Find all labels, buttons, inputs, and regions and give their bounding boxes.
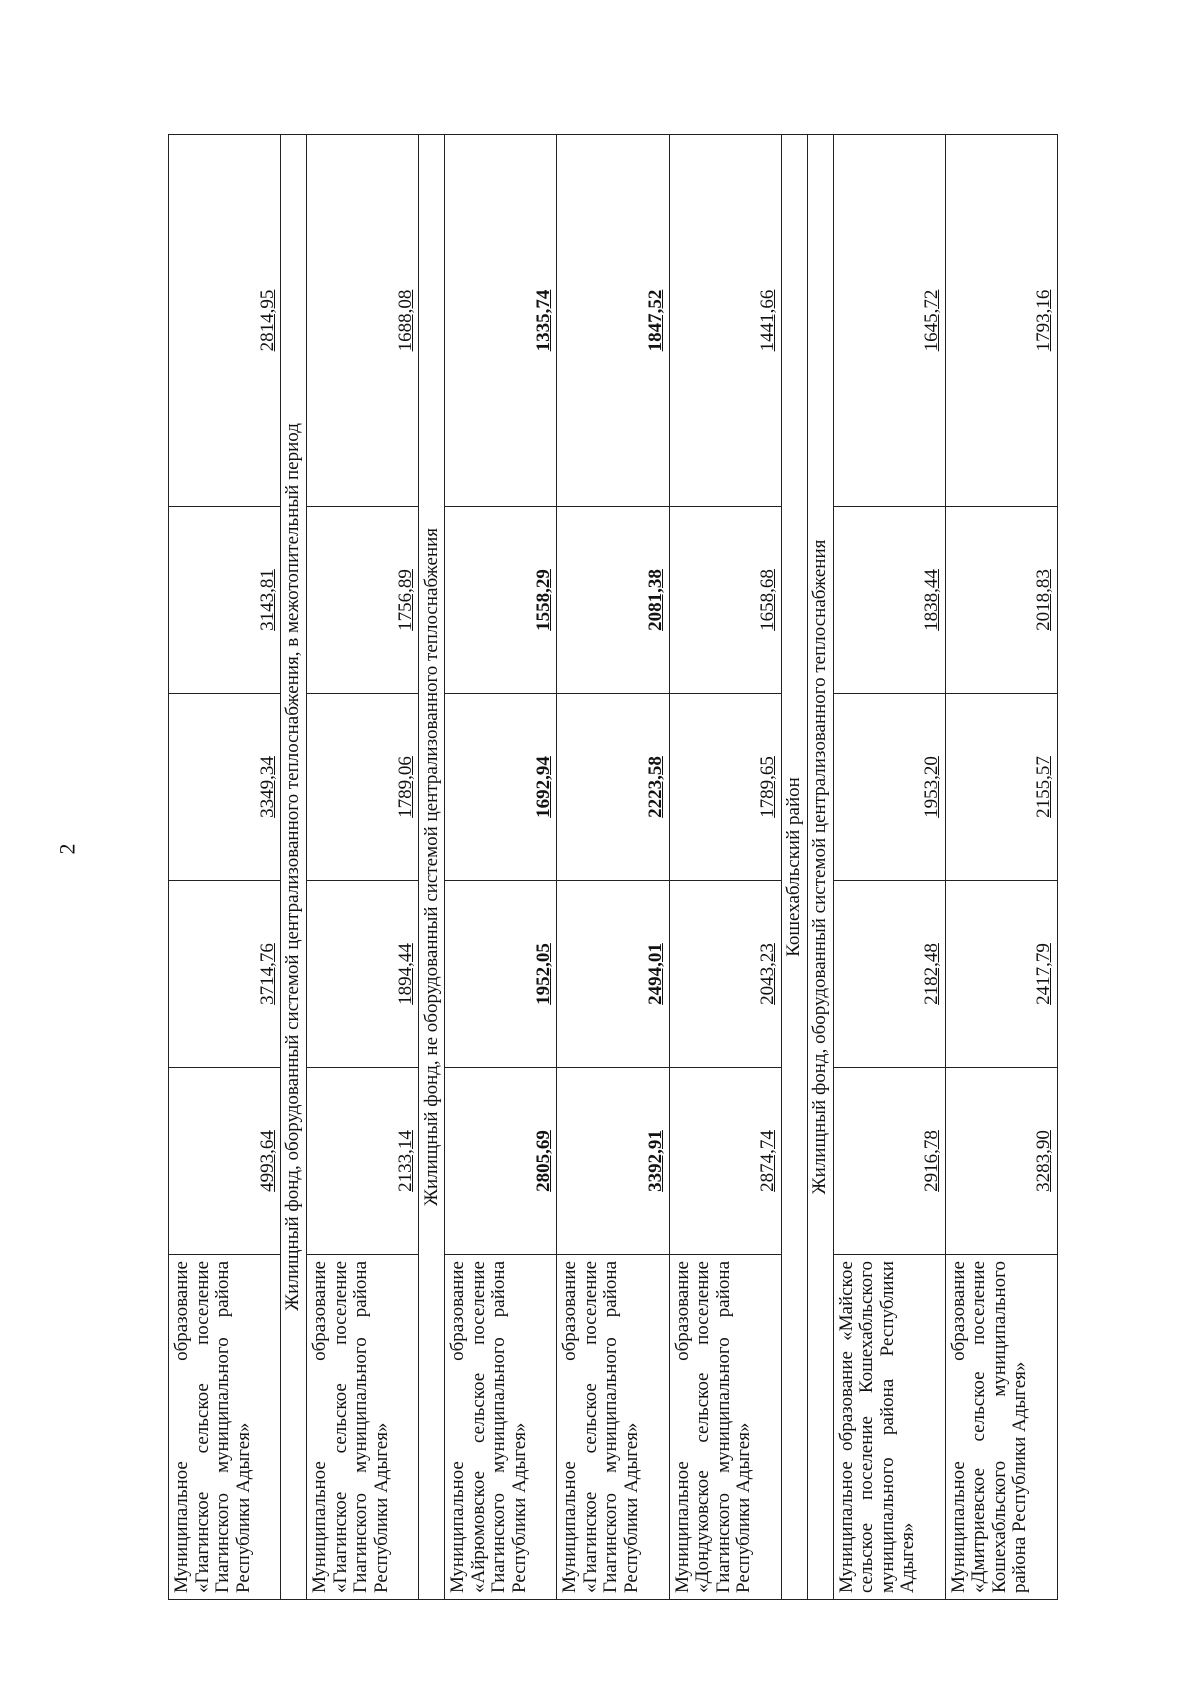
section-heading: Кошехабльский район bbox=[781, 135, 807, 1600]
page-number: 2 bbox=[54, 843, 80, 855]
value-text: 1688,08 bbox=[394, 289, 416, 352]
value-text: 1789,06 bbox=[394, 756, 416, 818]
value-text: 2182,48 bbox=[921, 943, 943, 1005]
value-text: 2916,78 bbox=[921, 1130, 943, 1192]
value-cell bbox=[169, 507, 281, 694]
value-text: 3283,90 bbox=[1033, 1130, 1055, 1192]
value-text: 2081,38 bbox=[645, 569, 667, 631]
value-cell bbox=[669, 881, 781, 1068]
value-cell bbox=[669, 1068, 781, 1255]
value-text: 1953,20 bbox=[921, 756, 943, 818]
municipality-name: Муниципальное образование «Майское сельское поселение Кошехабльского муниципального района Республики Адыгея» bbox=[833, 1255, 945, 1600]
value-text: 1441,66 bbox=[757, 289, 779, 352]
municipality-name: Муниципальное образование «Дмитриевское сельское поселение Кошехабльского муниципального района Республики Адыгея» bbox=[945, 1255, 1057, 1600]
value-text: 2133,14 bbox=[394, 1130, 416, 1192]
value-cell bbox=[445, 135, 557, 507]
value-text: 4993,64 bbox=[256, 1130, 278, 1192]
value-text: 2874,74 bbox=[757, 1130, 779, 1192]
value-text: 2223,58 bbox=[645, 756, 667, 818]
rotated-table-frame bbox=[168, 135, 1058, 1600]
value-text: 2155,57 bbox=[1033, 756, 1055, 818]
section-row bbox=[281, 135, 307, 1600]
section-heading: Жилищный фонд, оборудованный системой централизованного теплоснабжения, в межотопительный период bbox=[281, 135, 307, 1600]
value-cell bbox=[833, 507, 945, 694]
section-heading: Жилищный фонд, оборудованный системой централизованного теплоснабжения bbox=[807, 135, 833, 1600]
value-cell bbox=[669, 135, 781, 507]
value-text: 1658,68 bbox=[757, 569, 779, 631]
value-text: 1838,44 bbox=[921, 569, 943, 631]
municipality-name: Муниципальное образование «Гиагинское сельское поселение Гиагинского муниципального района Республики Адыгея» bbox=[307, 1255, 419, 1600]
value-text: 2494,01 bbox=[645, 943, 667, 1005]
value-text: 2043,23 bbox=[757, 943, 779, 1005]
value-cell bbox=[445, 507, 557, 694]
municipality-name: Муниципальное образование «Айрюмовское сельское поселение Гиагинского муниципального района Республики Адыгея» bbox=[445, 1255, 557, 1600]
value-cell bbox=[557, 135, 669, 507]
value-text: 1952,05 bbox=[532, 943, 554, 1005]
value-cell bbox=[169, 135, 281, 507]
value-text: 1789,65 bbox=[757, 756, 779, 818]
value-cell bbox=[669, 507, 781, 694]
value-cell bbox=[833, 881, 945, 1068]
value-text: 3349,34 bbox=[256, 756, 278, 818]
table-row bbox=[833, 135, 945, 1600]
value-cell bbox=[833, 694, 945, 881]
value-cell bbox=[945, 881, 1057, 1068]
municipality-name: Муниципальное образование «Дондуковское сельское поселение Гиагинского муниципального района Республики Адыгея» bbox=[669, 1255, 781, 1600]
municipality-name: Муниципальное образование «Гиагинское сельское поселение Гиагинского муниципального района Республики Адыгея» bbox=[557, 1255, 669, 1600]
table-row bbox=[945, 135, 1057, 1600]
value-cell bbox=[445, 694, 557, 881]
value-cell bbox=[445, 881, 557, 1068]
value-text: 3392,91 bbox=[645, 1130, 667, 1192]
value-cell bbox=[945, 694, 1057, 881]
section-heading: Жилищный фонд, не оборудованный системой централизованного теплоснабжения bbox=[419, 135, 445, 1600]
table-row bbox=[669, 135, 781, 1600]
value-text: 1756,89 bbox=[394, 569, 416, 631]
value-cell bbox=[945, 1068, 1057, 1255]
value-text: 3714,76 bbox=[256, 943, 278, 1005]
table-body bbox=[169, 135, 1058, 1600]
value-cell bbox=[307, 135, 419, 507]
value-text: 1335,74 bbox=[532, 289, 554, 352]
value-cell bbox=[557, 1068, 669, 1255]
value-cell bbox=[945, 507, 1057, 694]
value-text: 2805,69 bbox=[532, 1130, 554, 1192]
value-cell bbox=[307, 1068, 419, 1255]
value-cell bbox=[557, 881, 669, 1068]
value-cell bbox=[307, 507, 419, 694]
section-row bbox=[807, 135, 833, 1600]
section-row bbox=[781, 135, 807, 1600]
value-cell bbox=[557, 507, 669, 694]
value-cell bbox=[669, 694, 781, 881]
value-cell bbox=[557, 694, 669, 881]
table-row bbox=[445, 135, 557, 1600]
tariff-table bbox=[168, 134, 1058, 1600]
table-row bbox=[307, 135, 419, 1600]
value-text: 1558,29 bbox=[532, 569, 554, 631]
value-text: 2018,83 bbox=[1033, 569, 1055, 631]
value-text: 2814,95 bbox=[256, 289, 278, 352]
municipality-name: Муниципальное образование «Гиагинское сельское поселение Гиагинского муниципального района Республики Адыгея» bbox=[169, 1255, 281, 1600]
value-cell bbox=[945, 135, 1057, 507]
value-text: 2417,79 bbox=[1033, 943, 1055, 1005]
value-cell bbox=[307, 694, 419, 881]
value-cell bbox=[833, 135, 945, 507]
value-cell bbox=[307, 881, 419, 1068]
value-cell bbox=[445, 1068, 557, 1255]
value-text: 1793,16 bbox=[1033, 289, 1055, 352]
value-cell bbox=[833, 1068, 945, 1255]
table-row bbox=[169, 135, 281, 1600]
table-row bbox=[557, 135, 669, 1600]
value-cell bbox=[169, 694, 281, 881]
value-text: 1645,72 bbox=[921, 289, 943, 352]
value-cell bbox=[169, 1068, 281, 1255]
value-text: 1847,52 bbox=[645, 289, 667, 352]
value-text: 1894,44 bbox=[394, 943, 416, 1005]
value-cell bbox=[169, 881, 281, 1068]
value-text: 1692,94 bbox=[532, 756, 554, 818]
value-text: 3143,81 bbox=[256, 569, 278, 631]
section-row bbox=[419, 135, 445, 1600]
